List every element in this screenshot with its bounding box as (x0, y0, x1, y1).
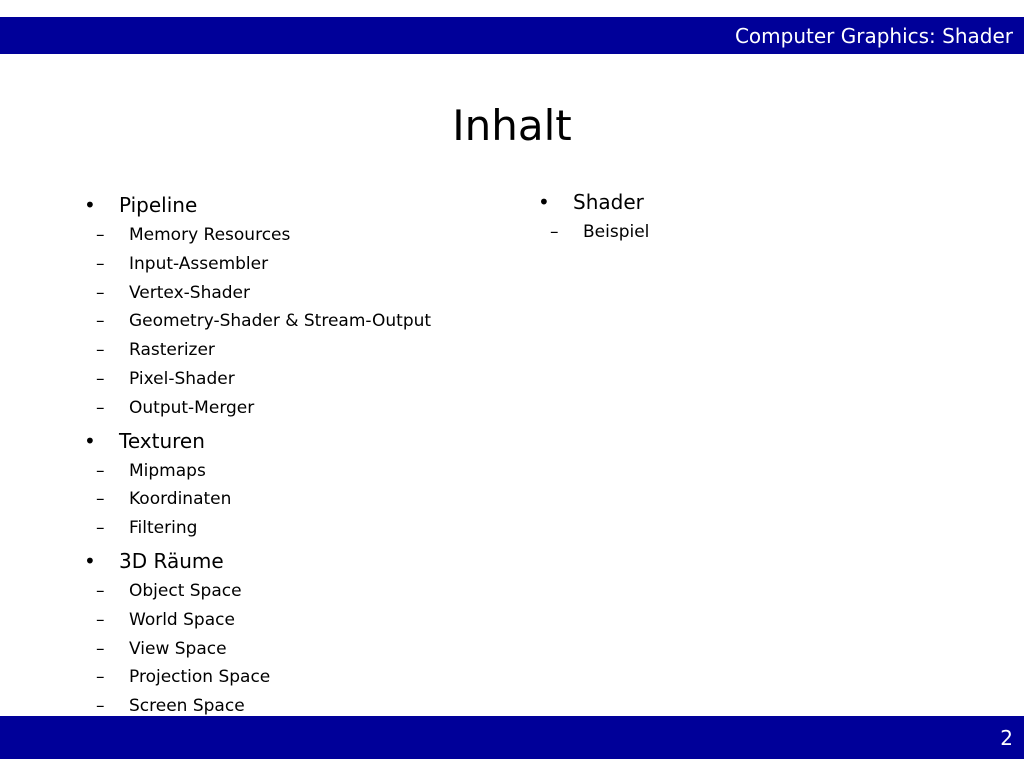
bullet-marker: • (538, 190, 550, 214)
outline-subitem (84, 663, 431, 692)
subitem-label: Mipmaps (129, 460, 206, 481)
subitem-list (96, 577, 431, 721)
section-label: 3D Räume (119, 548, 224, 573)
dash-marker: – (96, 460, 105, 481)
outline-subitem (84, 279, 431, 308)
outline-subitem (84, 606, 431, 635)
subitem-label: Output-Merger (129, 397, 255, 418)
outline-left-column (84, 193, 431, 721)
subitem-label: Beispiel (583, 222, 650, 242)
subitem-label: Pixel-Shader (129, 368, 235, 389)
subitem-label: Geometry-Shader & Stream-Output (129, 311, 432, 332)
dash-marker: – (96, 340, 105, 361)
dash-marker: – (96, 609, 105, 630)
subitem-label: Koordinaten (129, 489, 232, 510)
dash-marker: – (96, 225, 105, 245)
subitem-label: Input-Assembler (129, 253, 269, 274)
outline-section (84, 193, 431, 423)
dash-marker: – (96, 368, 105, 389)
subitem-list (96, 457, 431, 543)
outline-subitem (84, 250, 431, 279)
subitem-label: Memory Resources (129, 225, 291, 245)
outline-subitem (538, 218, 649, 247)
outline-subitem (84, 394, 431, 423)
dash-marker: – (96, 696, 105, 717)
outline-subitem (84, 577, 431, 606)
subitem-label: Screen Space (129, 696, 245, 717)
dash-marker: – (96, 489, 105, 510)
dash-marker: – (96, 397, 105, 418)
bullet-marker: • (84, 428, 96, 453)
dash-marker: – (96, 253, 105, 274)
outline-subitem (84, 221, 431, 250)
section-label: Pipeline (119, 193, 198, 217)
bullet-marker: • (84, 193, 96, 217)
dash-marker: – (550, 222, 559, 242)
slide-title: Inhalt (452, 101, 572, 150)
subitem-label: Filtering (129, 518, 198, 539)
subitem-label: Vertex-Shader (129, 282, 251, 303)
page-number: 2 (1000, 726, 1013, 750)
section-label: Shader (573, 190, 644, 214)
outline-section (84, 549, 431, 721)
dash-marker: – (96, 580, 105, 601)
outline-subitem (84, 365, 431, 394)
dash-marker: – (96, 638, 105, 659)
outline-section (84, 429, 431, 543)
outline-right-column (538, 190, 649, 247)
subitem-label: Object Space (129, 580, 242, 601)
outline-subitem (84, 514, 431, 543)
dash-marker: – (96, 667, 105, 688)
outline-subitem (84, 457, 431, 486)
dash-marker: – (96, 518, 105, 539)
bullet-marker: • (84, 548, 96, 573)
header-bar (0, 17, 1024, 54)
footer-bar (0, 716, 1024, 759)
outline-subitem (84, 307, 431, 336)
subitem-label: Projection Space (129, 667, 271, 688)
outline-subitem (84, 336, 431, 365)
outline-subitem (84, 485, 431, 514)
subitem-list (550, 218, 650, 247)
dash-marker: – (96, 282, 105, 303)
subitem-label: View Space (129, 638, 227, 659)
outline-section (538, 190, 649, 247)
header-title: Computer Graphics: Shader (734, 24, 1013, 48)
subitem-label: Rasterizer (129, 340, 215, 361)
dash-marker: – (96, 311, 105, 332)
outline-subitem (84, 635, 431, 664)
subitem-label: World Space (129, 609, 235, 630)
subitem-list (96, 221, 432, 423)
section-label: Texturen (119, 428, 205, 453)
